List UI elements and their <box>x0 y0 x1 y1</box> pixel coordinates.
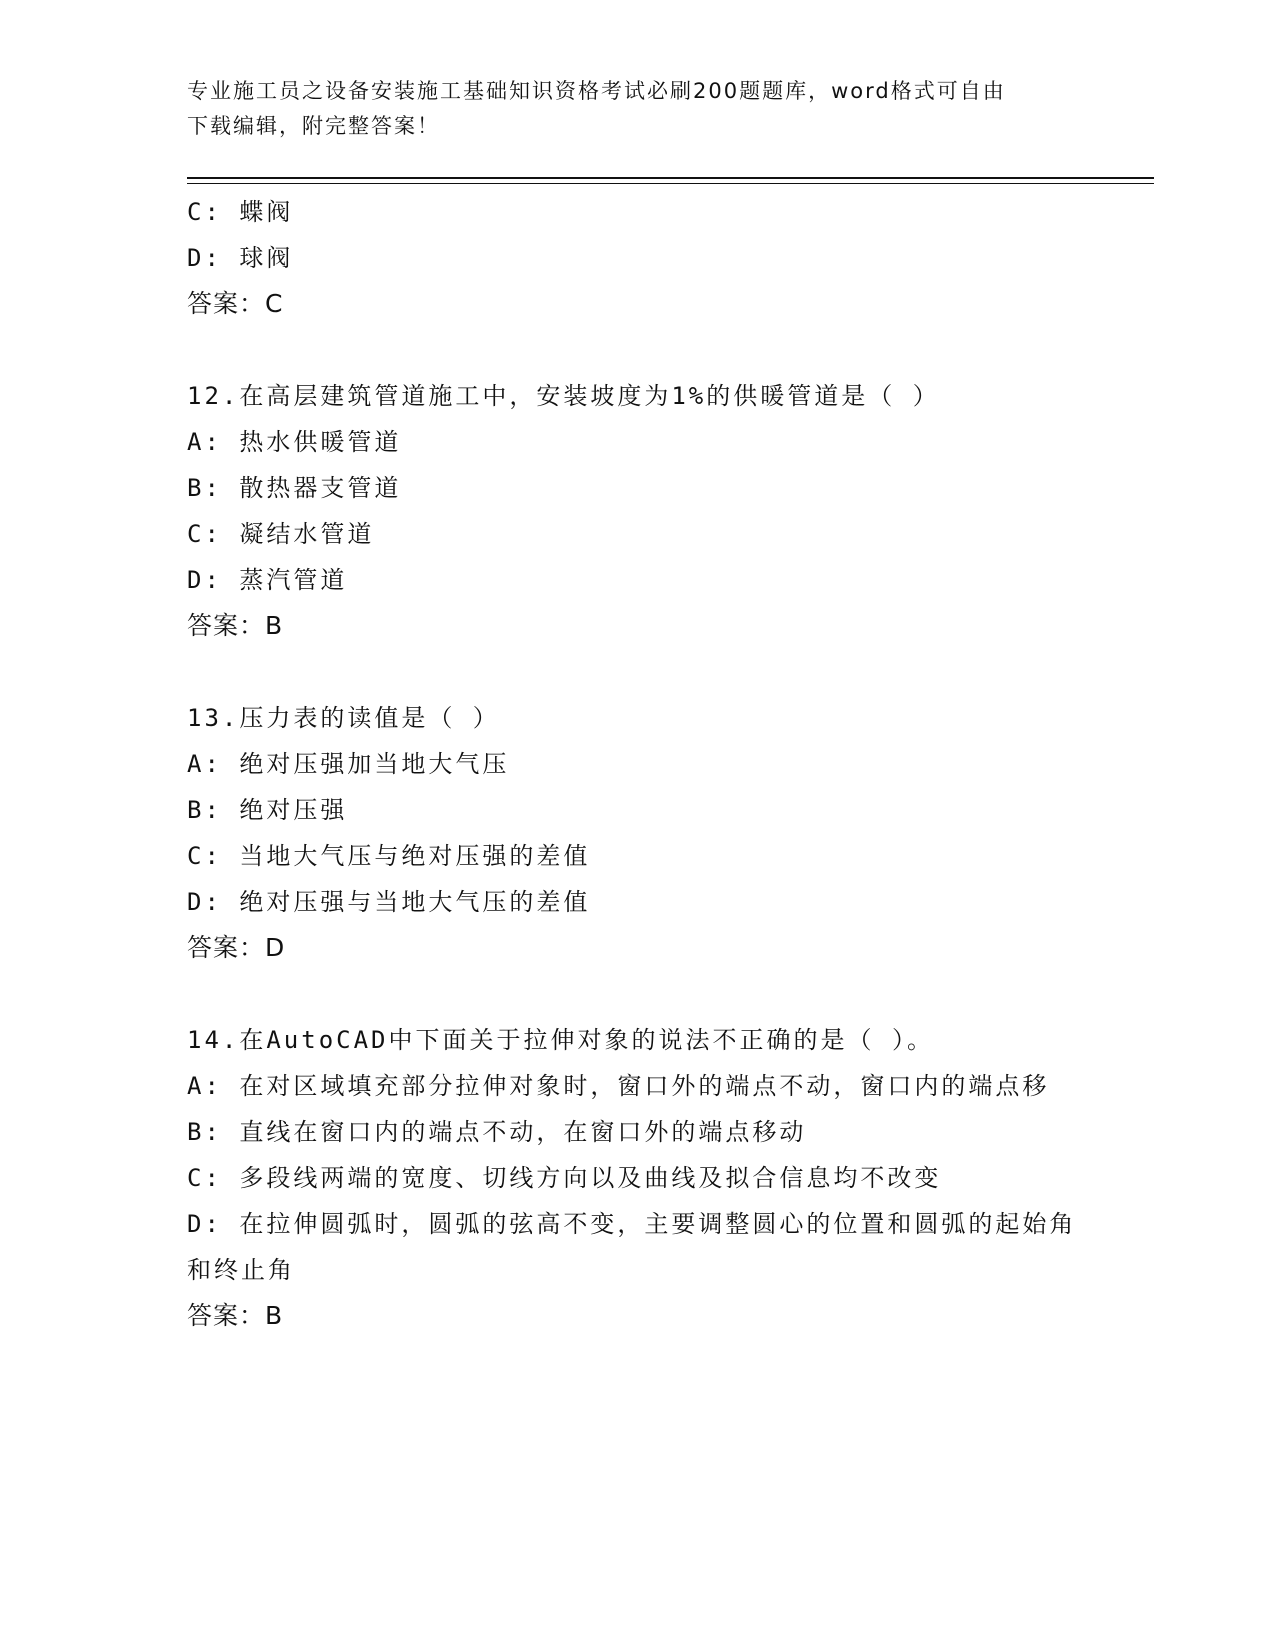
question-list <box>187 189 1087 1339</box>
option-b: B: 直线在窗口内的端点不动，在窗口外的端点移动 <box>187 1118 807 1146</box>
answer-line: 答案：C <box>187 289 284 318</box>
option-c: C: 多段线两端的宽度、切线方向以及曲线及拟合信息均不改变 <box>187 1164 942 1192</box>
option-d: D: 绝对压强与当地大气压的差值 <box>187 888 591 916</box>
spacer <box>187 649 1087 695</box>
question-14 <box>187 1017 1087 1339</box>
question-12 <box>187 373 1087 649</box>
document-header <box>187 74 1087 144</box>
spacer <box>187 971 1087 1017</box>
option-b: B: 绝对压强 <box>187 796 348 824</box>
answer-line: 答案：D <box>187 933 286 962</box>
header-line-2: 下载编辑，附完整答案！ <box>187 114 440 138</box>
header-divider-thin <box>187 183 1154 184</box>
option-c: C: 凝结水管道 <box>187 520 375 548</box>
answer-line: 答案：B <box>187 1301 284 1330</box>
option-d: D: 蒸汽管道 <box>187 566 348 594</box>
header-line-1: 专业施工员之设备安装施工基础知识资格考试必刷200题题库，word格式可自由 <box>187 79 1006 103</box>
header-divider-thick <box>187 177 1154 179</box>
option-d: D: 在拉伸圆弧时，圆弧的弦高不变，主要调整圆心的位置和圆弧的起始角和终止角 <box>187 1210 1077 1284</box>
option-a: A: 热水供暖管道 <box>187 428 402 456</box>
option-c: C: 蝶阀 <box>187 198 294 226</box>
answer-line: 答案：B <box>187 611 284 640</box>
option-a: A: 在对区域填充部分拉伸对象时，窗口外的端点不动，窗口内的端点移 <box>187 1072 1050 1100</box>
question-stem: 14.在AutoCAD中下面关于拉伸对象的说法不正确的是（ ）。 <box>187 1026 934 1054</box>
question-stem: 12.在高层建筑管道施工中，安装坡度为1%的供暖管道是（ ） <box>187 382 940 410</box>
option-a: A: 绝对压强加当地大气压 <box>187 750 510 778</box>
question-stem: 13.压力表的读值是（ ） <box>187 704 500 732</box>
spacer <box>187 327 1087 373</box>
question-13 <box>187 695 1087 971</box>
option-c: C: 当地大气压与绝对压强的差值 <box>187 842 591 870</box>
question-11-tail <box>187 189 1087 327</box>
option-b: B: 散热器支管道 <box>187 474 402 502</box>
option-d: D: 球阀 <box>187 244 294 272</box>
